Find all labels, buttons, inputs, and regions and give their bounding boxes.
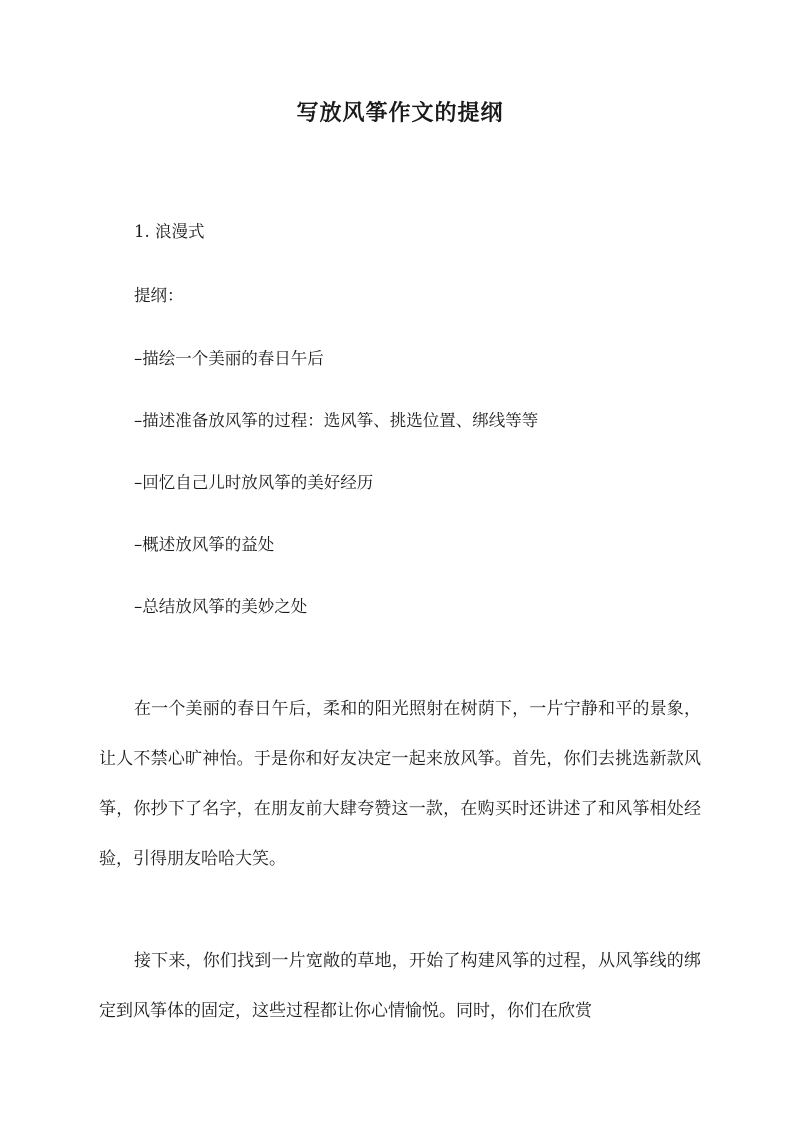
outline-label: 提纲： — [134, 286, 184, 305]
body-paragraph: 在一个美丽的春日午后，柔和的阳光照射在树荫下，一片宁静和平的景象，让人不禁心旷神怡。于是你和好友决定一起来放风筝。首先，你们去挑选新款风筝，你抄下了名字，在朋友前大肆夸赞这一款，在购买时还讲述了和风筝相处经验，引得朋友哈哈大笑。 — [99, 699, 701, 869]
outline-item: –概述放风筝的益处 — [134, 535, 275, 554]
outline-item: –总结放风筝的美妙之处 — [134, 597, 308, 616]
body-paragraph: 接下来，你们找到一片宽敞的草地，开始了构建风筝的过程，从风筝线的绑定到风筝体的固定，这些过程都让你心情愉悦。同时，你们在欣赏 — [99, 951, 701, 1021]
document-title: 写放风筝作文的提纲 — [296, 100, 504, 126]
section-heading: 1. 浪漫式 — [134, 222, 205, 241]
outline-item: –描述准备放风筝的过程：选风筝、挑选位置、绑线等等 — [134, 411, 539, 430]
outline-item: –回忆自己儿时放风筝的美好经历 — [134, 473, 374, 492]
outline-item: –描绘一个美丽的春日午后 — [134, 349, 324, 368]
